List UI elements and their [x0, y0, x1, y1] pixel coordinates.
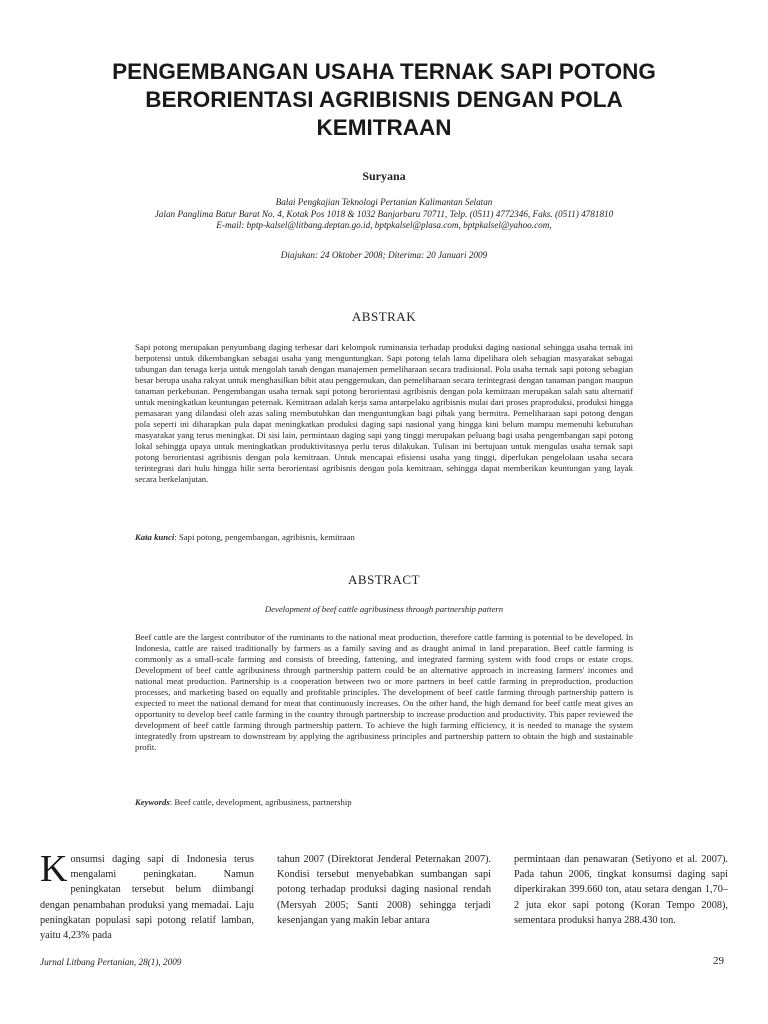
affiliation-line-2: Jalan Panglima Batur Barat No. 4, Kotak Pos 1018 & 1032 Banjarbaru 70711, Telp. (0511) 4772346, Faks. (0511) 4781810 [154, 208, 614, 219]
body-column-1 [40, 848, 254, 943]
author-name: Suryana [362, 169, 406, 183]
abstract-subtitle: Development of beef cattle agribusiness through partnership pattern [264, 604, 504, 614]
abstract-heading: ABSTRACT [348, 572, 420, 587]
affiliation-line-1: Balai Pengkajian Teknologi Pertanian Kalimantan Selatan [275, 197, 493, 207]
drop-cap: K [40, 848, 68, 890]
abstract-keywords-text: : Beef cattle, development, agribusiness, partnership [169, 797, 352, 807]
journal-citation: Jurnal Litbang Pertanian, 28(1), 2009 [40, 957, 182, 967]
body-column-3 [514, 852, 728, 928]
body-column-3-text: permintaan dan penawaran (Setiyono et al. 2007). Pada tahun 2006, tingkat konsumsi daging sapi diperkirakan 399.660 ton, atau setara dengan 1,70–2 juta ekor sapi potong (Koran Tempo 2008), sementara produksi hanya 288.430 ton. [514, 854, 728, 926]
title-line-2: BERORIENTASI AGRIBISNIS DENGAN POLA [145, 87, 623, 112]
abstract-keywords-label: Keywords [135, 797, 170, 807]
abstrak-keywords-text: : Sapi potong, pengembangan, agribisnis, kemitraan [174, 532, 355, 542]
abstract-text: Beef cattle are the largest contributor of the ruminants to the national meat production, therefore cattle farming is potential to be developed. In Indonesia, cattle are raised traditionally by farmers as a family saving and as draught animal in land preparation. Beef cattle farming is commonly as a small-scale farming and consists of breeding, fattening, and integrated farming system with food crops or estate crops. Development of beef cattle agribusiness through partnership pattern could be an alternative approach in increasing farmers' incomes and national meat production. Partnership is a cooperation between two or more partners in beef cattle farming in preproduction, production processes, and marketing based on equally and profitable principles. The development of beef cattle farming through partnership pattern is expected to meet the national demand for meat that continuously increases. On the other hand, the high demand for beef cattle meat gives an opportunity to develop beef cattle farming in the country through partnership to increase production and productivity. This paper reviewed the development of beef cattle farming through partnership pattern. To achieve the high farming efficiency, it is needed to manage the system integratedly from upstream to downstream by applying the agribusiness principles and partnership pattern to obtain the high and sustainable profit. [135, 632, 633, 752]
submission-dates: Diajukan: 24 Oktober 2008; Diterima: 20 Januari 2009 [280, 250, 488, 260]
article-title [40, 58, 728, 142]
abstrak-keywords [135, 532, 633, 542]
title-line-1: PENGEMBANGAN USAHA TERNAK SAPI POTONG [112, 59, 656, 84]
abstrak-heading: ABSTRAK [351, 309, 417, 324]
body-column-2 [277, 852, 491, 928]
author-affiliation [0, 197, 768, 232]
abstract-body [135, 632, 633, 753]
affiliation-line-3: E-mail: bptp-kalsel@litbang.deptan.go.id, bptpkalsel@plasa.com, bptpkalsel@yahoo.com, [216, 220, 552, 230]
body-column-1-text: onsumsi daging sapi di Indonesia terus mengalami peningkatan. Namun peningkatan tersebut belum diimbangi dengan penambahan produksi yang memadai. Laju peningkatan populasi sapi potong relatif lamban, yaitu 4,23% pada [40, 854, 254, 942]
abstrak-keywords-label: Kata kunci [135, 532, 175, 542]
abstract-keywords [135, 797, 633, 807]
abstrak-text: Sapi potong merupakan penyumbang daging terbesar dari kelompok ruminansia terhadap produksi daging nasional sehingga usaha ternak ini berpotensi untuk dikembangkan sebagai usaha yang menguntungkan. Sapi potong telah lama dipelihara oleh sebagian masyarakat sebagai tabungan dan tenaga kerja untuk mengolah tanah dengan manajemen pemeliharaan secara tradisional. Pola usaha ternak sapi potong sebagian besar berupa usaha rakyat untuk menghasilkan bibit atau penggemukan, dan pemeliharaan secara terintegrasi dengan tanaman pangan maupun tanaman perkebunan. Pengembangan usaha ternak sapi potong berorientasi agribisnis dengan pola kemitraan merupakan salah satu alternatif untuk meningkatkan keuntungan peternak. Kemitraan adalah kerja sama antarpelaku agribisnis mulai dari proses praproduksi, produksi hingga pemasaran yang dilandasi oleh azas saling membutuhkan dan menguntungkan bagi pihak yang bermitra. Pemeliharaan sapi potong dengan pola seperti ini diharapkan pula dapat meningkatkan produksi daging sapi nasional yang hingga kini belum mampu memenuhi kebutuhan masyarakat yang terus meningkat. Di sisi lain, permintaan daging sapi yang tinggi merupakan peluang bagi usaha pengembangan sapi potong lokal sehingga upaya untuk meningkatkan produktivitasnya perlu terus dilakukan. Tulisan ini bertujuan untuk mengulas usaha ternak sapi potong berorientasi agribisnis dengan pola kemitraan. Untuk mencapai efisiensi usaha yang tinggi, diperlukan pengelolaan usaha secara terintegrasi dari hulu hingga hilir serta berorientasi agribisnis dengan pola kemitraan, sehingga dapat memberikan keuntungan yang layak secara berkelanjutan. [135, 342, 633, 484]
title-line-3: KEMITRAAN [316, 115, 452, 140]
abstrak-body [135, 342, 633, 485]
body-column-2-text: tahun 2007 (Direktorat Jenderal Peternakan 2007). Kondisi tersebut menyebabkan sumbangan sapi potong terhadap produksi daging nasional rendah (Mersyah 2005; Santi 2008) sehingga terjadi kesenjangan yang makin lebar antara [277, 854, 491, 926]
page-number: 29 [713, 955, 724, 967]
